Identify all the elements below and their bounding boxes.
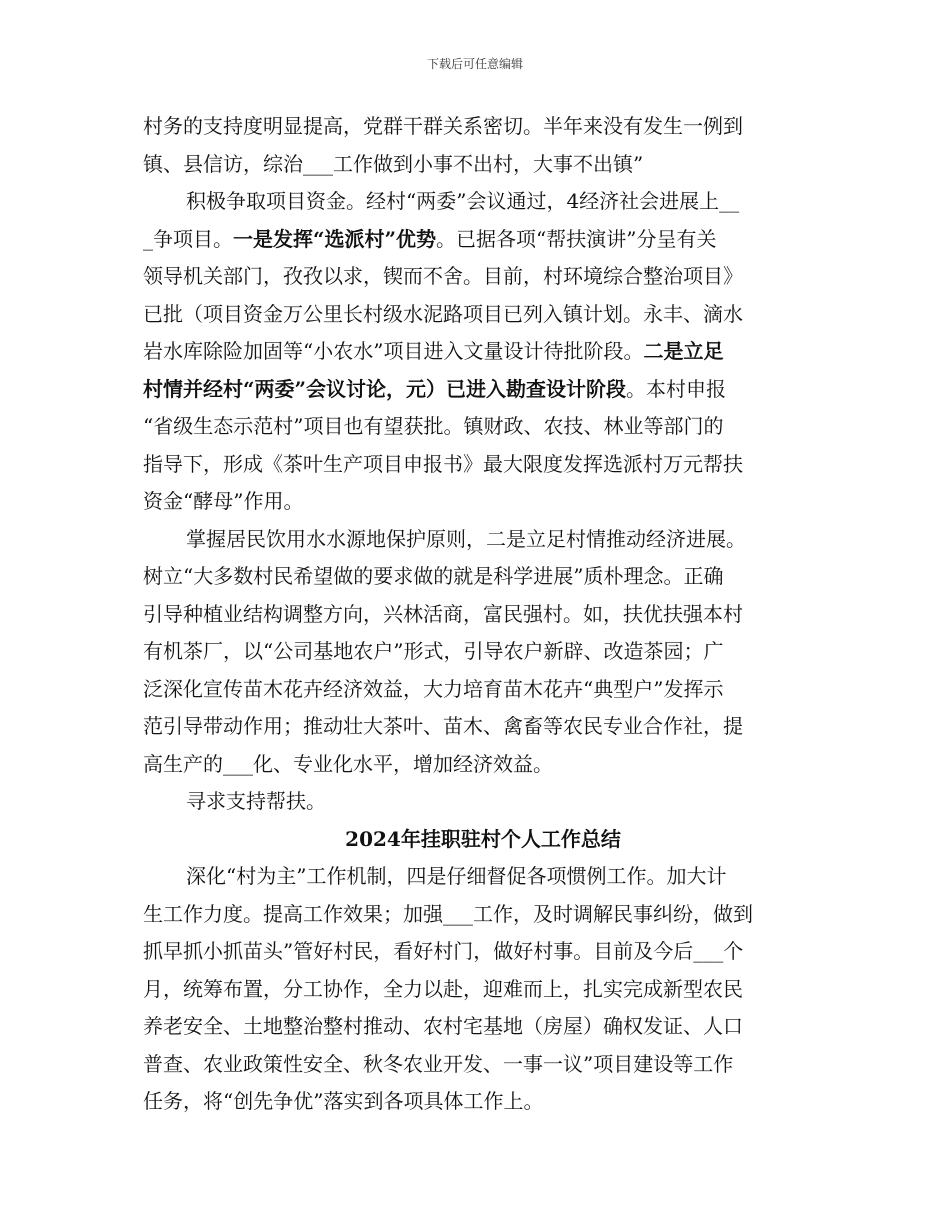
text-line: 镇、县信访，综治___工作做到小事不出村，大事不出镇” [143,151,644,176]
bold-phrase: 村情并经村“两委”会议讨论，元）已进入勘查设计阶段 [143,376,627,401]
text-line: 普查、农业政策性安全、秋冬农业开发、一事一议”项目建设等工作 [143,1051,734,1076]
section-title: 2024年挂职驻村个人工作总结 [345,826,621,851]
paragraph-start-line: 寻求支持帮扶。 [186,789,326,813]
document-body [143,108,813,1121]
text-line: 指导下，形成《茶叶生产项目申报书》最大限度发挥选派村万元帮扶 [143,451,743,476]
text-line: “省级生态示范村”项目也有望获批。镇财政、农技、林业等部门的 [143,414,724,438]
text-line: _争项目。一是发挥“选派村”优势。已据各项“帮扶演讲”分呈有关 [143,226,717,251]
text-line: 养老安全、土地整治整村推动、农村宅基地（房屋）确权发证、人口 [143,1014,743,1038]
text-line: 有机茶厂，以“公司基地农户”形式，引导农户新辟、改造茶园；广 [143,639,724,663]
paragraph-start-line: 掌握居民饮用水水源地保护原则，二是立足村情推动经济进展。 [186,526,746,551]
text-line: 任务，将“创先争优”落实到各项具体工作上。 [143,1089,544,1113]
bold-phrase: 一是发挥“选派村”优势 [233,226,437,251]
bold-phrase: 二是立足 [643,339,724,363]
text-line: 生工作力度。提高工作效果；加强___工作，及时调解民事纠纷，做到 [143,901,753,926]
text-line: 已批（项目资金万公里长村级水泥路项目已列入镇计划。永丰、滴水 [143,301,743,326]
text-line: 泛深化宣传苗木花卉经济效益，大力培育苗木花卉“典型户”发挥示 [143,676,724,701]
text-line: 领导机关部门，孜孜以求，锲而不舍。目前，村环境综合整治项目》 [143,264,743,288]
page-header: 下载后可任意编辑 [426,57,523,71]
paragraph-start-line: 积极争取项目资金。经村“两委”会议通过，4经济社会进展上__ [186,189,740,213]
text-line: 村务的支持度明显提高，党群干群关系密切。半年来没有发生一例到 [143,114,743,138]
text-line: 树立“大多数村民希望做的要求做的就是科学进展”质朴理念。正确 [143,564,724,588]
text-line: 村情并经村“两委”会议讨论，元）已进入勘查设计阶段。本村申报 [143,376,727,401]
text-line: 引导种植业结构调整方向，兴林活商，富民强村。如，扶优扶强本村 [143,601,743,626]
text-line: 高生产的___化、专业化水平，增加经济效益。 [143,751,553,776]
paragraph-start-line: 深化“村为主”工作机制，四是仔细督促各项惯例工作。加大计 [186,864,727,888]
text-line: 抓早抓小抓苗头”管好村民，看好村门，做好村事。目前及今后___个 [143,939,744,963]
text-line: 资金“酵母”作用。 [143,489,304,513]
text-line: 岩水库除险加固等“小农水”项目进入文量设计待批阶段。二是立足 [143,339,724,363]
text-line: 月，统筹布置，分工协作，全力以赴，迎难而上，扎实完成新型农民 [143,976,743,1001]
text-line: 范引导带动作用；推动壮大茶叶、苗木、禽畜等农民专业合作社，提 [143,714,743,738]
